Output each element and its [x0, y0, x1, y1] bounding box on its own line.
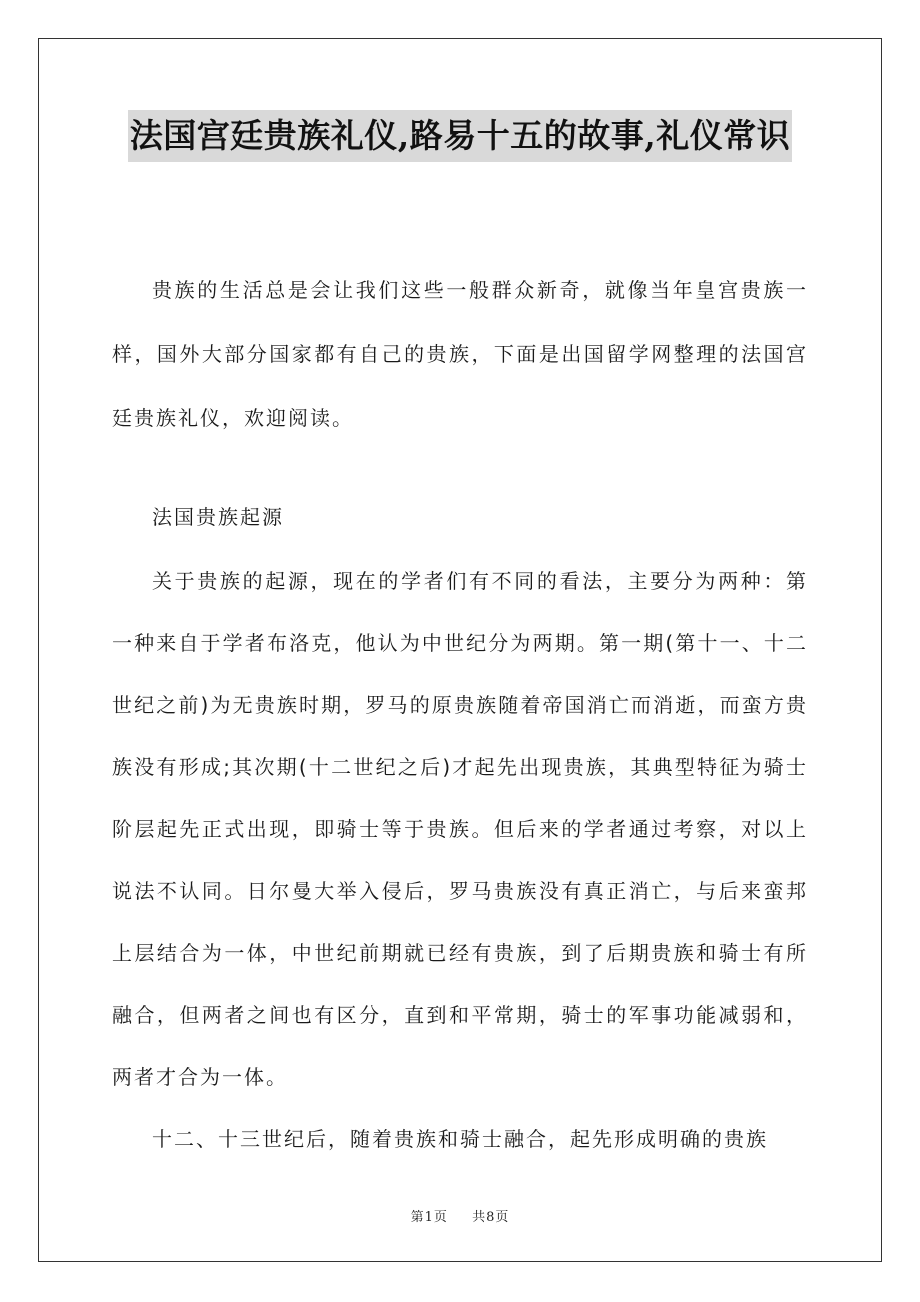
- section-heading: 法国贵族起源: [152, 505, 284, 529]
- page-number: 第1页: [410, 1210, 448, 1225]
- section-paragraph-1: 关于贵族的起源，现在的学者们有不同的看法，主要分为两种：第一种来自于学者布洛克，他认为中世纪分为两期。第一期(第十一、十二世纪之前)为无贵族时期，罗马的原贵族随着帝国消亡而消逝，而蛮方贵族没有形成;其次期(十二世纪之后)才起先出现贵族，其典型特征为骑士阶层起先正式出现，即骑士等于贵族。但后来的学者通过考察，对以上说法不认同。日尔曼大举入侵后，罗马贵族没有真正消亡，与后来蛮邦上层结合为一体，中世纪前期就已经有贵族，到了后期贵族和骑士有所融合，但两者之间也有区分，直到和平常期，骑士的军事功能减弱和，两者才合为一体。: [112, 569, 808, 1089]
- page-footer: [0, 1206, 920, 1225]
- document-title: 法国宫廷贵族礼仪,路易十五的故事,礼仪常识: [128, 110, 792, 162]
- page-total: 共8页: [472, 1210, 510, 1225]
- intro-paragraph: 贵族的生活总是会让我们这些一般群众新奇，就像当年皇宫贵族一样，国外大部分国家都有自己的贵族，下面是出国留学网整理的法国宫廷贵族礼仪，欢迎阅读。: [112, 278, 808, 430]
- section-heading-container: [112, 497, 808, 537]
- title-container: [0, 110, 920, 162]
- section-paragraph-2: 十二、十三世纪后，随着贵族和骑士融合，起先形成明确的贵族: [152, 1127, 768, 1151]
- intro-section: [112, 258, 808, 450]
- section-body: [112, 550, 808, 1170]
